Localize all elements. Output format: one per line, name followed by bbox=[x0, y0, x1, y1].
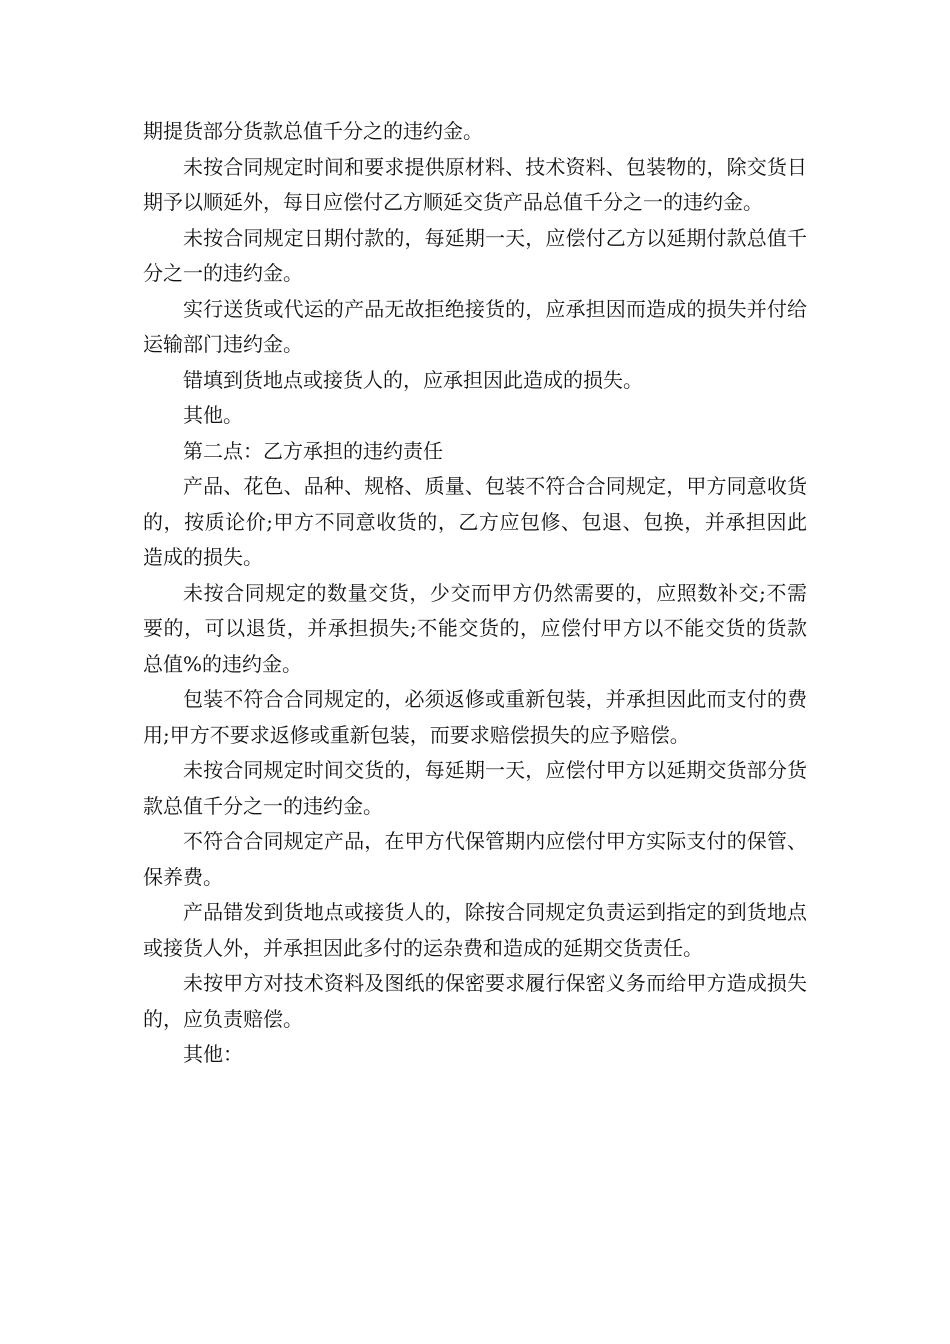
paragraph-misdelivery: 产品错发到货地点或接货人的，除按合同规定负责运到指定的到货地点或接货人外，并承担因此多付的运杂费和造成的延期交货责任。 bbox=[143, 900, 807, 960]
paragraph-confidentiality: 未按甲方对技术资料及图纸的保密要求履行保密义务而给甲方造成损失的，应负责赔偿。 bbox=[143, 971, 807, 1031]
paragraph-quantity-shortfall: 未按合同规定的数量交货，少交而甲方仍然需要的，应照数补交;不需要的，可以退货，并承担损失;不能交货的，应偿付甲方以不能交货的货款总值%的违约金。 bbox=[143, 580, 807, 676]
paragraph-packaging-nonconformity: 包装不符合合同规定的，必须返修或重新包装，并承担因此而支付的费用;甲方不要求返修或重新包装，而要求赔偿损失的应予赔偿。 bbox=[143, 687, 807, 747]
paragraph-continuation: 期提货部分货款总值千分之的违约金。 bbox=[143, 119, 483, 143]
paragraph-other-party-a: 其他。 bbox=[183, 403, 243, 427]
paragraph-late-delivery: 未按合同规定时间交货的，每延期一天，应偿付甲方以延期交货部分货款总值千分之一的违约金。 bbox=[143, 758, 807, 818]
paragraph-late-payment: 未按合同规定日期付款的，每延期一天，应偿付乙方以延期付款总值千分之一的违约金。 bbox=[143, 225, 807, 285]
section-heading-party-b-liability: 第二点：乙方承担的违约责任 bbox=[183, 438, 443, 463]
paragraph-storage-fees: 不符合合同规定产品，在甲方代保管期内应偿付甲方实际支付的保管、保养费。 bbox=[143, 829, 807, 889]
document-body bbox=[143, 114, 807, 1073]
paragraph-materials-breach: 未按合同规定时间和要求提供原材料、技术资料、包装物的，除交货日期予以顺延外，每日应偿付乙方顺延交货产品总值千分之一的违约金。 bbox=[143, 154, 807, 214]
paragraph-quality-nonconformity: 产品、花色、品种、规格、质量、包装不符合合同规定，甲方同意收货的，按质论价;甲方不同意收货的，乙方应包修、包退、包换，并承担因此造成的损失。 bbox=[143, 474, 807, 569]
paragraph-other-party-b: 其他： bbox=[183, 1042, 243, 1066]
paragraph-wrong-address: 错填到货地点或接货人的，应承担因此造成的损失。 bbox=[183, 367, 643, 392]
paragraph-refused-delivery: 实行送货或代运的产品无故拒绝接货的，应承担因而造成的损失并付给运输部门违约金。 bbox=[143, 296, 807, 356]
